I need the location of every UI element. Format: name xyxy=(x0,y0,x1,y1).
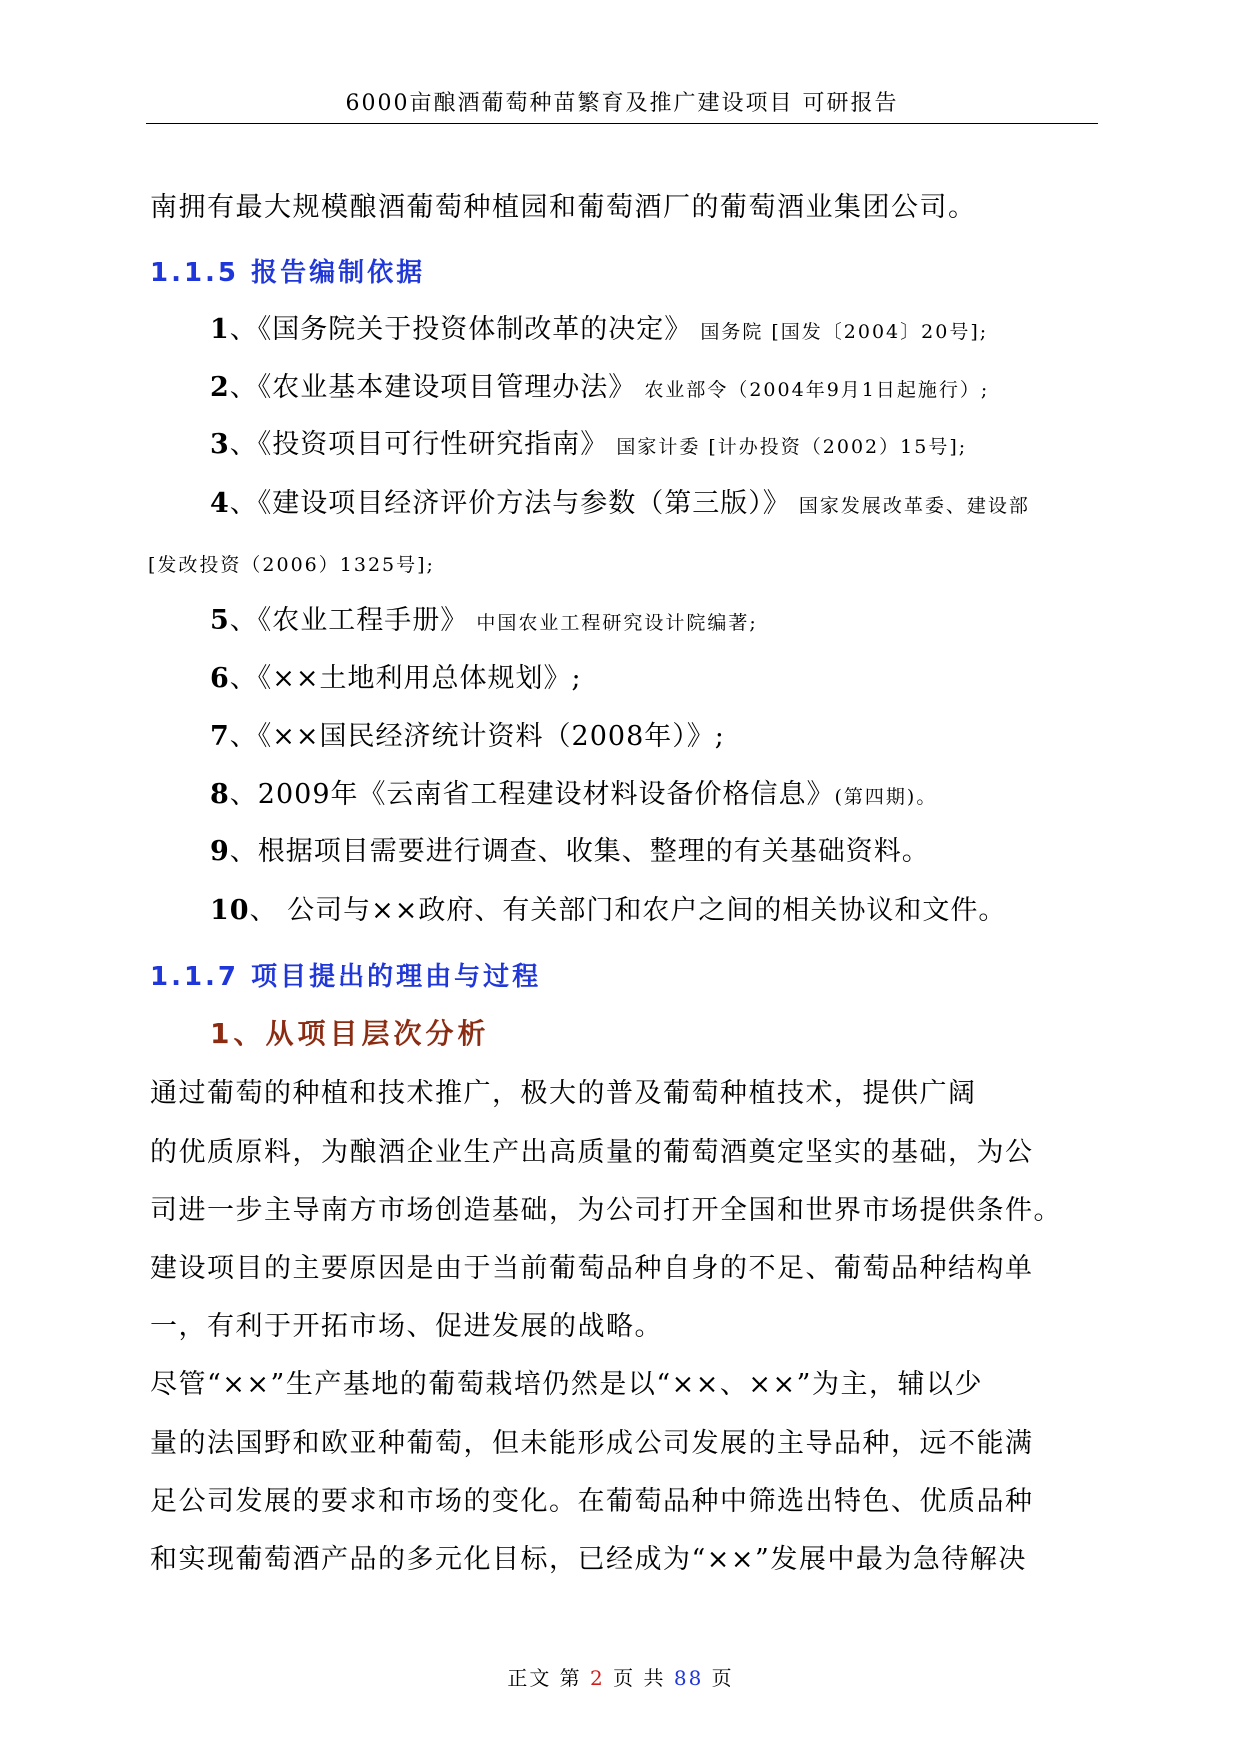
reference-title: 根据项目需要进行调查、收集、整理的有关基础资料。 xyxy=(257,836,930,867)
reference-item xyxy=(210,888,1006,927)
reference-number: 4 xyxy=(210,488,230,519)
reference-separator: 、 xyxy=(229,429,258,460)
reference-item xyxy=(210,481,1030,520)
reference-title: 《建设项目经济评价方法与参数（第三版）》 xyxy=(257,488,791,519)
reference-number: 5 xyxy=(210,605,230,636)
footer-prefix: 正文 第 xyxy=(507,1666,591,1690)
reference-number: 7 xyxy=(210,721,230,752)
reference-separator: 、 xyxy=(229,372,258,403)
reference-number: 3 xyxy=(210,429,230,460)
reference-separator: 、 xyxy=(229,605,258,636)
reference-item xyxy=(210,598,758,637)
reference-separator: 、 xyxy=(229,663,258,694)
reference-number: 6 xyxy=(210,663,230,694)
reference-title: 《××国民经济统计资料（2008年）》; xyxy=(257,721,725,752)
footer-suffix: 页 xyxy=(703,1666,734,1690)
reference-separator: 、 xyxy=(229,836,258,867)
subsection-heading: 1、从项目层次分析 xyxy=(210,1017,490,1050)
current-page-number: 2 xyxy=(590,1666,605,1690)
reference-number: 10 xyxy=(210,895,250,926)
reference-note: 国家计委 [计办投资（2002）15号]; xyxy=(608,436,968,458)
paragraph-line: 的优质原料，为酿酒企业生产出高质量的葡萄酒奠定坚实的基础，为公 xyxy=(150,1137,1034,1168)
reference-note: 国家发展改革委、建设部 xyxy=(790,495,1030,517)
page-footer xyxy=(0,1662,1241,1691)
reference-note: 国务院 [国发〔2004〕20号]; xyxy=(692,321,989,343)
reference-number: 9 xyxy=(210,836,230,867)
intro-line: 南拥有最大规模酿酒葡萄种植园和葡萄酒厂的葡萄酒业集团公司。 xyxy=(150,192,977,223)
reference-number: 2 xyxy=(210,372,230,403)
reference-item xyxy=(210,422,967,461)
reference-item xyxy=(210,829,930,868)
reference-title: 公司与××政府、有关部门和农户之间的相关协议和文件。 xyxy=(277,895,1007,926)
reference-title: 《国务院关于投资体制改革的决定》 xyxy=(257,314,693,345)
reference-title: 《××土地利用总体规划》; xyxy=(257,663,582,694)
total-pages: 88 xyxy=(673,1666,704,1690)
paragraph-line: 一，有利于开拓市场、促进发展的战略。 xyxy=(150,1311,663,1342)
section-heading-1-1-5: 1.1.5 报告编制依据 xyxy=(150,258,426,288)
reference-number: 1 xyxy=(210,314,230,345)
reference-title: 《投资项目可行性研究指南》 xyxy=(257,429,609,460)
reference-continuation: [发改投资（2006）1325号]; xyxy=(148,554,435,576)
paragraph-line: 司进一步主导南方市场创造基础，为公司打开全国和世界市场提供条件。 xyxy=(150,1195,1062,1226)
paragraph-line: 通过葡萄的种植和技术推广，极大的普及葡萄种植技术，提供广阔 xyxy=(150,1078,977,1109)
reference-separator: 、 xyxy=(229,488,258,519)
header-divider xyxy=(146,123,1098,124)
reference-separator: 、 xyxy=(229,779,258,810)
reference-title: 《农业基本建设项目管理办法》 xyxy=(257,372,637,403)
reference-item xyxy=(210,656,582,695)
paragraph-line: 尽管“××”生产基地的葡萄栽培仍然是以“××、××”为主，辅以少 xyxy=(150,1369,983,1400)
reference-item xyxy=(210,714,725,753)
reference-number: 8 xyxy=(210,779,230,810)
page-header-title: 6000亩酿酒葡萄种苗繁育及推广建设项目 可研报告 xyxy=(345,91,899,116)
reference-title: 《农业工程手册》 xyxy=(257,605,469,636)
reference-title: 2009年《云南省工程建设材料设备价格信息》 xyxy=(257,779,835,810)
reference-item xyxy=(210,307,988,346)
reference-note: 农业部令（2004年9月1日起施行）; xyxy=(636,379,990,401)
paragraph-line: 建设项目的主要原因是由于当前葡萄品种自身的不足、葡萄品种结构单 xyxy=(150,1253,1034,1284)
paragraph-line: 和实现葡萄酒产品的多元化目标，已经成为“××”发展中最为急待解决 xyxy=(150,1544,1027,1575)
reference-separator: 、 xyxy=(229,314,258,345)
paragraph-line: 足公司发展的要求和市场的变化。在葡萄品种中筛选出特色、优质品种 xyxy=(150,1486,1034,1517)
reference-item xyxy=(210,772,937,811)
reference-note: 中国农业工程研究设计院编著; xyxy=(468,612,758,634)
reference-separator: 、 xyxy=(229,721,258,752)
reference-separator: 、 xyxy=(249,895,278,926)
reference-item xyxy=(210,365,989,404)
reference-note: (第四期)。 xyxy=(834,786,938,808)
section-heading-1-1-7: 1.1.7 项目提出的理由与过程 xyxy=(150,962,542,992)
paragraph-line: 量的法国野和欧亚种葡萄，但未能形成公司发展的主导品种，远不能满 xyxy=(150,1428,1034,1459)
footer-mid: 页 共 xyxy=(604,1666,674,1690)
